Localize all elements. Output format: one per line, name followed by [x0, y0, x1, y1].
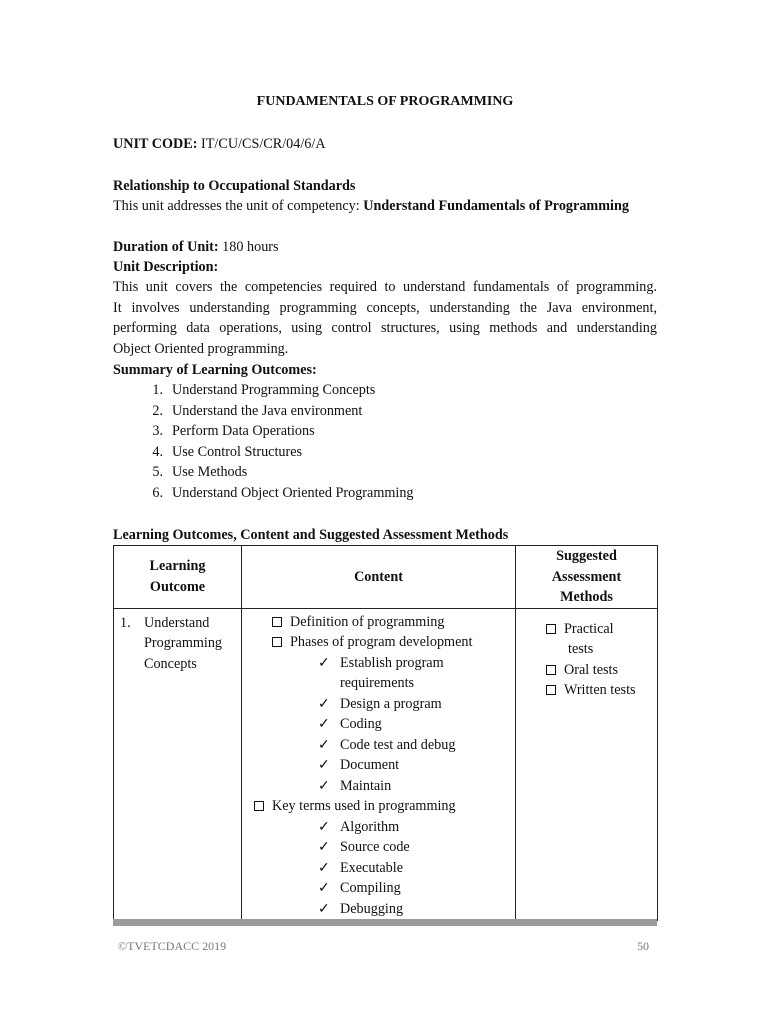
list-item: ✓ Algorithm — [242, 817, 515, 838]
checkmark-icon: ✓ — [318, 839, 330, 855]
description-line: performing data operations, using control structures, using methods and understanding — [113, 320, 657, 336]
checkbox-square-icon — [546, 665, 556, 675]
checkbox-square-icon — [546, 624, 556, 634]
list-item: Definition of programming — [242, 612, 515, 633]
unit-code-line — [113, 134, 326, 155]
list-item: Key terms used in programming — [242, 796, 515, 817]
checkmark-icon: ✓ — [318, 736, 330, 753]
list-item-continuation: requirements — [340, 675, 415, 691]
content-cell — [242, 608, 516, 920]
list-item: ✓ Document — [242, 755, 515, 776]
list-item: ✓ Maintain — [242, 776, 515, 797]
list-item: 5. Use Methods — [152, 464, 248, 480]
list-item: 1. Understand Programming Concepts — [152, 382, 376, 398]
duration-label: Duration of Unit: — [113, 239, 219, 255]
checkmark-icon: ✓ — [318, 654, 330, 671]
duration-line — [113, 237, 279, 258]
description-line: This unit covers the competencies required to understand fundamentals of programming. — [113, 279, 657, 295]
list-item: ✓ Code test and debug — [242, 735, 515, 756]
list-item: ✓ Debugging — [242, 899, 515, 920]
list-item: 6. Understand Object Oriented Programming — [152, 484, 414, 501]
description-line: Object Oriented programming. — [113, 340, 289, 357]
list-item: ✓ Coding — [242, 714, 515, 735]
competency-name: Understand Fundamentals of Programming — [363, 198, 629, 214]
list-item-continuation: tests — [568, 641, 594, 657]
list-item: Oral tests — [546, 660, 657, 681]
list-item: ✓ Executable — [242, 858, 515, 879]
table-row — [114, 608, 658, 920]
checkbox-square-icon — [272, 617, 282, 627]
checkbox-square-icon — [272, 637, 282, 647]
table-header-row — [114, 546, 658, 609]
header-assessment-methods: Suggested Assessment Methods — [516, 546, 658, 609]
header-content: Content — [242, 546, 516, 609]
header-learning-outcome: Learning Outcome — [114, 546, 242, 609]
learning-outcomes-list — [113, 380, 414, 503]
outcome-cell: 1. Understand Programming Concepts — [114, 608, 242, 920]
list-item: Phases of program development — [242, 632, 515, 653]
checkmark-icon: ✓ — [318, 757, 330, 773]
checkmark-icon: ✓ — [318, 716, 330, 732]
unit-code-value: IT/CU/CS/CR/04/6/A — [201, 136, 326, 152]
duration-value: 180 hours — [222, 239, 279, 255]
checkmark-icon: ✓ — [318, 818, 330, 835]
checkmark-icon: ✓ — [318, 880, 330, 896]
checkbox-square-icon — [254, 801, 264, 811]
checkmark-icon: ✓ — [318, 859, 330, 876]
footer-page-number: 50 — [637, 939, 649, 953]
checkbox-square-icon — [546, 685, 556, 695]
list-item: ✓ Compiling — [242, 878, 515, 899]
description-line: It involves understanding programming concepts, understanding the Java environment, — [113, 299, 657, 316]
page-bottom-rule — [113, 919, 657, 926]
table-heading: Learning Outcomes, Content and Suggested Assessment Methods — [113, 527, 509, 543]
summary-heading: Summary of Learning Outcomes: — [113, 362, 317, 378]
methods-cell — [516, 608, 658, 920]
page-title: FUNDAMENTALS OF PROGRAMMING — [256, 94, 514, 109]
footer-copyright: ©TVETCDACC 2019 — [118, 939, 227, 953]
unit-code-label: UNIT CODE: — [113, 136, 198, 152]
learning-outcomes-table — [113, 545, 658, 921]
relationship-text: This unit addresses the unit of competency: Understand Fundamentals of Programming — [113, 198, 629, 214]
list-item: ✓ Source code — [242, 837, 515, 858]
list-item: Written tests — [546, 680, 657, 701]
list-item: 4. Use Control Structures — [152, 443, 303, 460]
unit-description — [113, 277, 657, 359]
list-item: ✓ Establish program — [242, 653, 515, 674]
list-item: 3. Perform Data Operations — [152, 423, 315, 439]
checkmark-icon: ✓ — [318, 777, 330, 794]
checkmark-icon: ✓ — [318, 900, 330, 917]
list-item: Practical — [546, 619, 657, 640]
list-item: ✓ Design a program — [242, 694, 515, 715]
relationship-heading: Relationship to Occupational Standards — [113, 178, 356, 194]
description-heading: Unit Description: — [113, 259, 219, 275]
list-item: 2. Understand the Java environment — [152, 402, 363, 419]
checkmark-icon: ✓ — [318, 695, 330, 712]
